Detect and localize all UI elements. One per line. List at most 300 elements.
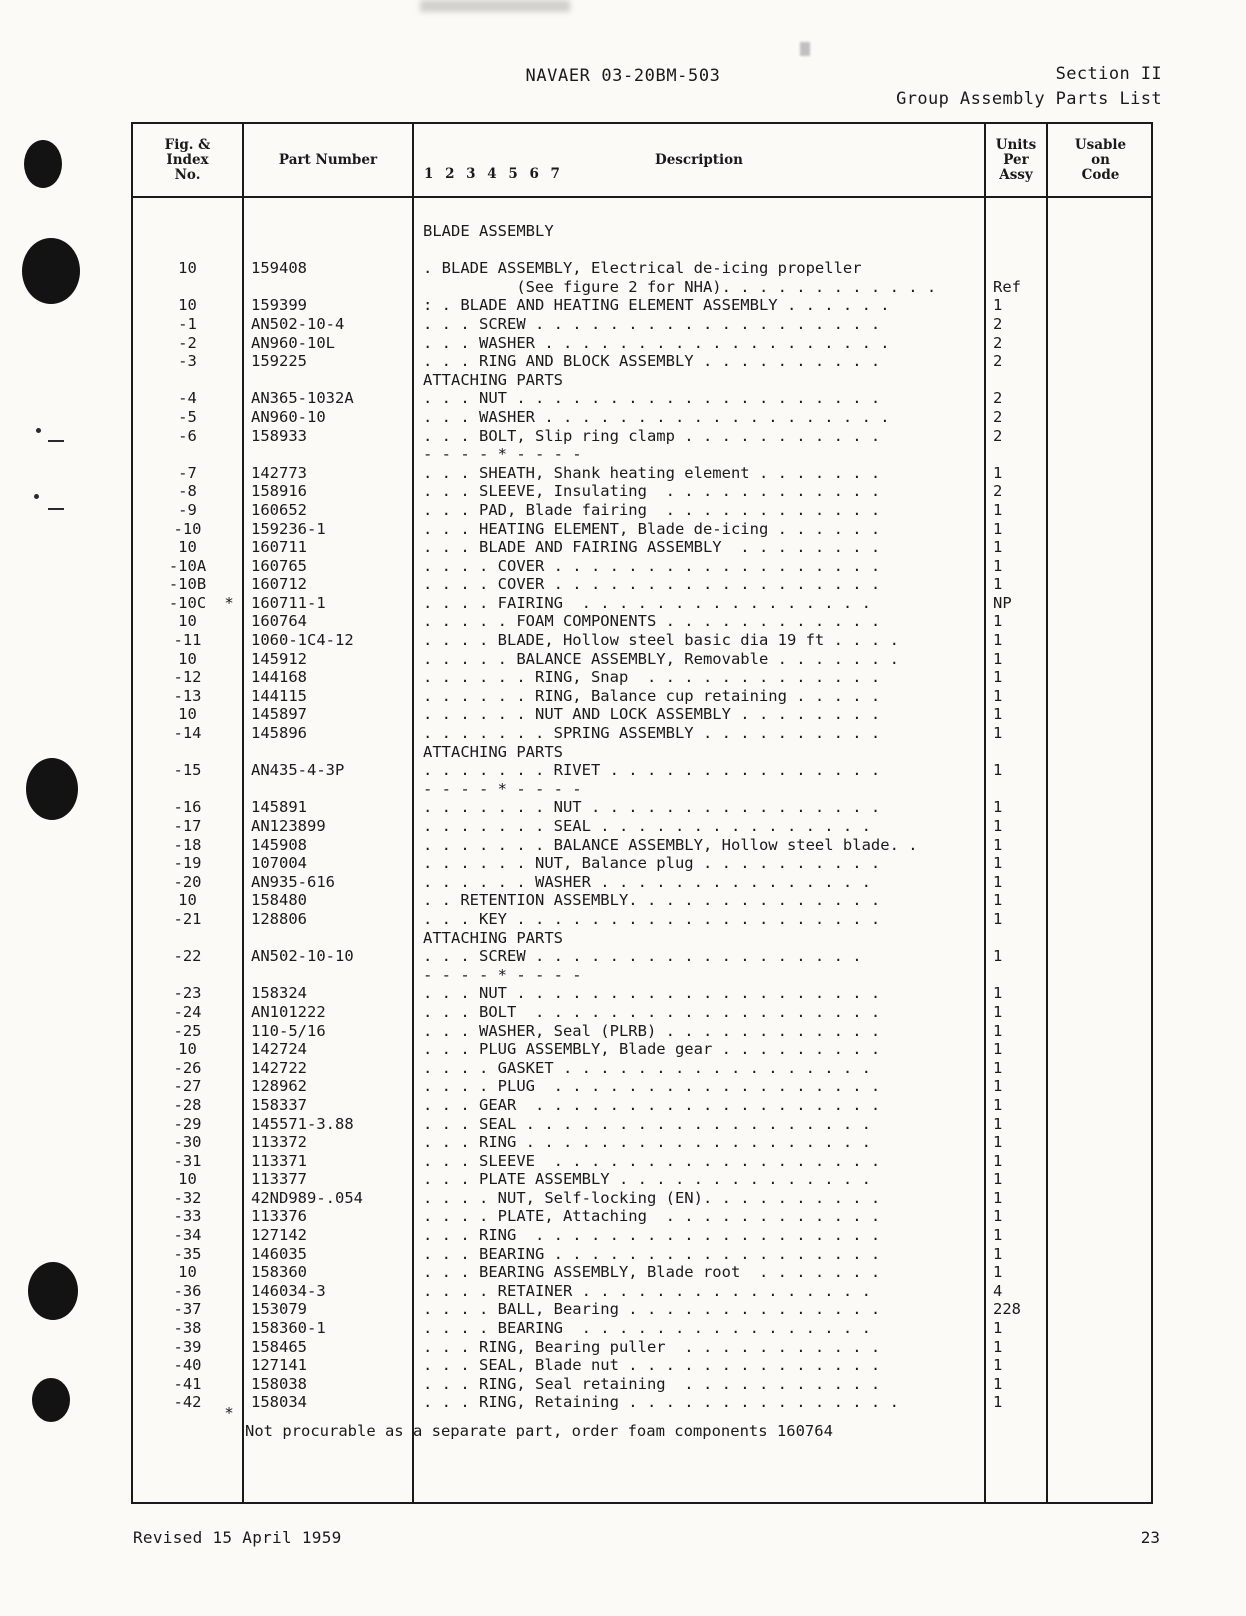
table-row [133, 891, 1151, 910]
cell-description: . . . WASHER . . . . . . . . . . . . . . . . . . . [423, 407, 890, 426]
cell-part-number: 1060-1C4-12 [251, 631, 354, 650]
table-row [133, 482, 1151, 501]
cell-description: . . . . . . RING, Snap . . . . . . . . . . . . . [423, 668, 881, 687]
table-row [133, 780, 1151, 799]
cell-units-per-assy: 1 [993, 1393, 1003, 1412]
cell-fig-index: -15 [173, 761, 202, 780]
column-header-code-line1: Usable [1074, 136, 1127, 153]
cell-description: . . . . BALL, Bearing . . . . . . . . . . . . . . [423, 1300, 881, 1319]
table-row [133, 1282, 1151, 1301]
cell-fig-index: -18 [173, 835, 202, 854]
cell-fig-index: -24 [173, 1002, 202, 1021]
cell-description: . . . . . . RING, Balance cup retaining . . . . . [423, 686, 881, 705]
cell-units-per-assy: NP [993, 593, 1012, 612]
cell-units-per-assy: 1 [993, 463, 1003, 482]
cell-part-number: 142722 [251, 1058, 307, 1077]
cell-units-per-assy: 1 [993, 500, 1003, 519]
table-row [133, 594, 1151, 613]
table-row [133, 408, 1151, 427]
footnote-text: Not procurable as a separate part, order foam components 160764 [245, 1422, 833, 1440]
column-header-description: Description [655, 151, 743, 168]
cell-part-number: 160712 [251, 575, 307, 594]
cell-units-per-assy: 1 [993, 1021, 1003, 1040]
cell-description: . . . RING AND BLOCK ASSEMBLY . . . . . . . . . . [423, 352, 881, 371]
cell-part-number: AN365-1032A [251, 389, 354, 408]
table-row [133, 315, 1151, 334]
table-row [133, 1319, 1151, 1338]
binder-hole [24, 140, 62, 188]
cell-part-number: AN960-10L [251, 333, 335, 352]
cell-description: . . RETENTION ASSEMBLY. . . . . . . . . . . . . . [423, 891, 881, 910]
cell-units-per-assy: 4 [993, 1281, 1003, 1300]
cell-units-per-assy: 2 [993, 482, 1003, 501]
cell-units-per-assy: 1 [993, 296, 1003, 315]
table-row [133, 1040, 1151, 1059]
cell-fig-index: 10 [178, 891, 197, 910]
cell-description: . . . . . . NUT, Balance plug . . . . . . . . . . [423, 854, 881, 873]
cell-part-number: 113372 [251, 1133, 307, 1152]
cell-part-number: 144168 [251, 668, 307, 687]
cell-fig-index: -4 [178, 389, 197, 408]
parts-list-table [131, 122, 1153, 1504]
cell-description: . . . RING, Seal retaining . . . . . . . . . . . [423, 1374, 881, 1393]
cell-units-per-assy: 1 [993, 1151, 1003, 1170]
margin-speck [36, 428, 41, 433]
table-row [133, 259, 1151, 278]
table-row [133, 1245, 1151, 1264]
cell-units-per-assy: 2 [993, 389, 1003, 408]
table-row [133, 371, 1151, 390]
cell-description: . . . BOLT, Slip ring clamp . . . . . . . . . . . [423, 426, 881, 445]
margin-dash [48, 440, 64, 442]
cell-units-per-assy: 2 [993, 352, 1003, 371]
cell-fig-index: -39 [173, 1337, 202, 1356]
cell-fig-index: 10 [178, 1170, 197, 1189]
table-row [133, 1170, 1151, 1189]
cell-part-number: 127142 [251, 1226, 307, 1245]
revision-date: Revised 15 April 1959 [133, 1528, 342, 1547]
cell-description: . . . SCREW . . . . . . . . . . . . . . . . . . . [423, 314, 881, 333]
cell-units-per-assy: 2 [993, 333, 1003, 352]
table-row [133, 817, 1151, 836]
table-row [133, 445, 1151, 464]
table-row [133, 278, 1151, 297]
cell-part-number: AN502-10-10 [251, 947, 354, 966]
column-header-units-per-assy [986, 124, 1046, 196]
cell-description: . . . . . . . RIVET . . . . . . . . . . . . . . . [423, 761, 881, 780]
cell-part-number: 142773 [251, 463, 307, 482]
cell-units-per-assy: 2 [993, 426, 1003, 445]
cell-description: - - - - * - - - - [423, 965, 582, 984]
cell-fig-index: -22 [173, 947, 202, 966]
cell-fig-index: -1 [178, 314, 197, 333]
cell-fig-index: -35 [173, 1244, 202, 1263]
cell-units-per-assy: 1 [993, 556, 1003, 575]
cell-description: . . . . NUT, Self-locking (EN). . . . . . . . . . [423, 1188, 881, 1207]
cell-part-number: 107004 [251, 854, 307, 873]
cell-units-per-assy: 1 [993, 1244, 1003, 1263]
cell-fig-index: -17 [173, 817, 202, 835]
cell-description: - - - - * - - - - [423, 445, 582, 464]
cell-asterisk: * [224, 593, 234, 612]
cell-part-number: 160765 [251, 556, 307, 575]
section-header [896, 62, 1162, 112]
table-row [133, 334, 1151, 353]
cell-part-number: 160764 [251, 612, 307, 631]
table-row [133, 873, 1151, 892]
table-row [133, 1003, 1151, 1022]
cell-units-per-assy: 2 [993, 407, 1003, 426]
column-header-code-line2: on [1091, 151, 1110, 168]
cell-fig-index: -25 [173, 1021, 202, 1040]
cell-fig-index: -36 [173, 1281, 202, 1300]
cell-fig-index: -29 [173, 1114, 202, 1133]
cell-description: . . . RING . . . . . . . . . . . . . . . . . . . [423, 1133, 871, 1152]
cell-part-number: 158337 [251, 1095, 307, 1114]
cell-description: . . . PLATE ASSEMBLY . . . . . . . . . . . . . . [423, 1170, 871, 1189]
cell-part-number: 113376 [251, 1207, 307, 1226]
column-header-units-line1: Units [995, 136, 1037, 153]
cell-fig-index: -5 [178, 407, 197, 426]
cell-part-number: 128806 [251, 909, 307, 928]
cell-units-per-assy: 1 [993, 668, 1003, 687]
cell-fig-index: -40 [173, 1356, 202, 1375]
cell-description: . . . . . FOAM COMPONENTS . . . . . . . . . . . . [423, 612, 881, 631]
cell-units-per-assy: 1 [993, 1207, 1003, 1226]
cell-description: . . . SCREW . . . . . . . . . . . . . . . . . . [423, 947, 862, 966]
cell-part-number: 128962 [251, 1077, 307, 1096]
cell-description: . . . . . . NUT AND LOCK ASSEMBLY . . . . . . . . [423, 705, 881, 724]
table-row [133, 929, 1151, 948]
cell-part-number: 158034 [251, 1393, 307, 1412]
cell-units-per-assy: 1 [993, 1188, 1003, 1207]
cell-fig-index: 10 [178, 1040, 197, 1059]
cell-description: - - - - * - - - - [423, 779, 582, 798]
cell-description: . . . BEARING ASSEMBLY, Blade root . . . . . . . [423, 1263, 881, 1282]
cell-fig-index: -10B [168, 575, 207, 594]
table-row [133, 1115, 1151, 1134]
cell-units-per-assy: 1 [993, 612, 1003, 631]
table-row [133, 984, 1151, 1003]
cell-part-number: 160711-1 [251, 593, 326, 612]
cell-part-number: 158465 [251, 1337, 307, 1356]
cell-part-number: 113371 [251, 1151, 307, 1170]
cell-description: . . . WASHER . . . . . . . . . . . . . . . . . . . [423, 333, 890, 352]
cell-units-per-assy: 1 [993, 1319, 1003, 1338]
table-row [133, 296, 1151, 315]
table-row [133, 631, 1151, 650]
cell-fig-index: -11 [173, 631, 202, 650]
binder-hole [26, 758, 78, 820]
table-row [133, 910, 1151, 929]
cell-description: . . . NUT . . . . . . . . . . . . . . . . . . . . [423, 389, 881, 408]
cell-description: . . . . BLADE, Hollow steel basic dia 19 ft . . . . [423, 631, 899, 650]
table-row [133, 464, 1151, 483]
cell-part-number: 42ND989-.054 [251, 1188, 363, 1207]
table-row [133, 1133, 1151, 1152]
cell-fig-index: -30 [173, 1133, 202, 1152]
cell-description: . . . . . BALANCE ASSEMBLY, Removable . . . . . . . [423, 649, 899, 668]
cell-part-number: 145897 [251, 705, 307, 724]
cell-units-per-assy: 1 [993, 947, 1003, 966]
cell-part-number: 158038 [251, 1374, 307, 1393]
cell-part-number: 113377 [251, 1170, 307, 1189]
table-row [133, 1096, 1151, 1115]
cell-part-number: 142724 [251, 1040, 307, 1059]
cell-units-per-assy: 1 [993, 1077, 1003, 1096]
cell-part-number: 146034-3 [251, 1281, 326, 1300]
cell-description: . . . NUT . . . . . . . . . . . . . . . . . . . . [423, 984, 881, 1003]
cell-units-per-assy: 1 [993, 1263, 1003, 1282]
cell-units-per-assy: 1 [993, 798, 1003, 817]
cell-fig-index: 10 [178, 259, 197, 278]
cell-units-per-assy: 1 [993, 891, 1003, 910]
cell-units-per-assy: 1 [993, 686, 1003, 705]
footnote-asterisk: * [224, 1404, 234, 1422]
cell-description: . . . SEAL, Blade nut . . . . . . . . . . . . . . [423, 1356, 881, 1375]
cell-part-number: 145908 [251, 835, 307, 854]
cell-fig-index: -31 [173, 1151, 202, 1170]
cell-description: . . . SEAL . . . . . . . . . . . . . . . . . . . [423, 1114, 871, 1133]
cell-description: . . . SLEEVE . . . . . . . . . . . . . . . . . . [423, 1151, 881, 1170]
cell-fig-index: -10A [168, 556, 207, 575]
cell-description: . . . GEAR . . . . . . . . . . . . . . . . . . . [423, 1095, 881, 1114]
table-row [133, 743, 1151, 762]
cell-description: . . . BLADE AND FAIRING ASSEMBLY . . . . . . . . [423, 538, 881, 557]
cell-description: . . . . . . . NUT . . . . . . . . . . . . . . . . [423, 798, 881, 817]
binder-hole [22, 238, 80, 304]
cell-part-number: 158916 [251, 482, 307, 501]
cell-description: ATTACHING PARTS [423, 370, 563, 389]
cell-fig-index: 10 [178, 649, 197, 668]
cell-description: . . . . FAIRING . . . . . . . . . . . . . . . . [423, 593, 871, 612]
cell-units-per-assy: 1 [993, 538, 1003, 557]
cell-description: . . . SHEATH, Shank heating element . . . . . . . [423, 463, 881, 482]
cell-fig-index: -9 [178, 500, 197, 519]
cell-part-number: AN123899 [251, 817, 326, 835]
cell-description: : . BLADE AND HEATING ELEMENT ASSEMBLY . . . . . . [423, 296, 890, 315]
cell-description: . . . PLUG ASSEMBLY, Blade gear . . . . . . . . . [423, 1040, 881, 1059]
cell-fig-index: -32 [173, 1188, 202, 1207]
cell-part-number: 158360-1 [251, 1319, 326, 1338]
margin-dash [48, 508, 64, 510]
cell-units-per-assy: 1 [993, 1095, 1003, 1114]
cell-units-per-assy: 1 [993, 854, 1003, 873]
table-row [133, 1189, 1151, 1208]
cell-units-per-assy: 2 [993, 314, 1003, 333]
table-row [133, 1226, 1151, 1245]
cell-part-number: 159408 [251, 259, 307, 278]
cell-fig-index: 10 [178, 705, 197, 724]
cell-fig-index: -14 [173, 724, 202, 743]
cell-fig-index: -42 [173, 1393, 202, 1412]
cell-part-number: 158324 [251, 984, 307, 1003]
cell-fig-index: -23 [173, 984, 202, 1003]
cell-fig-index: -28 [173, 1095, 202, 1114]
page-speck [800, 42, 810, 56]
table-row [133, 1300, 1151, 1319]
cell-description: . . . . PLATE, Attaching . . . . . . . . . . . . [423, 1207, 881, 1226]
cell-fig-index: -19 [173, 854, 202, 873]
cell-units-per-assy: 1 [993, 1002, 1003, 1021]
table-row [133, 222, 1151, 241]
cell-fig-index: -27 [173, 1077, 202, 1096]
cell-part-number: 153079 [251, 1300, 307, 1319]
table-row [133, 650, 1151, 669]
table-row [133, 1152, 1151, 1171]
cell-units-per-assy: 1 [993, 835, 1003, 854]
table-row [133, 557, 1151, 576]
table-row [133, 798, 1151, 817]
table-row [133, 966, 1151, 985]
table-row [133, 668, 1151, 687]
cell-description: (See figure 2 for NHA). . . . . . . . . . . . [423, 277, 937, 296]
table-row [133, 501, 1151, 520]
column-header-usable-on-code [1048, 124, 1153, 196]
page-smudge [420, 0, 570, 12]
cell-units-per-assy: 1 [993, 909, 1003, 928]
cell-units-per-assy: 1 [993, 1133, 1003, 1152]
cell-units-per-assy: 228 [993, 1300, 1021, 1319]
table-row [133, 241, 1151, 260]
table-row [133, 575, 1151, 594]
cell-fig-index: -13 [173, 686, 202, 705]
cell-fig-index: 10 [178, 1263, 197, 1282]
cell-part-number: AN502-10-4 [251, 314, 345, 333]
table-row [133, 538, 1151, 557]
cell-units-per-assy: 1 [993, 724, 1003, 743]
column-header-units-line2: Per [1003, 151, 1029, 168]
table-row [133, 836, 1151, 855]
cell-fig-index: -12 [173, 668, 202, 687]
cell-description: . . . . . . . SEAL . . . . . . . . . . . . . . . [423, 817, 871, 835]
table-row [133, 687, 1151, 706]
cell-fig-index: -38 [173, 1319, 202, 1338]
cell-description: . . . . . . . SPRING ASSEMBLY . . . . . . . . . . [423, 724, 881, 743]
cell-units-per-assy: 1 [993, 984, 1003, 1003]
cell-description: . . . KEY . . . . . . . . . . . . . . . . . . . . [423, 909, 881, 928]
table-row [133, 1059, 1151, 1078]
cell-fig-index: 10 [178, 612, 197, 631]
section-subtitle: Group Assembly Parts List [896, 89, 1162, 109]
cell-units-per-assy: 1 [993, 761, 1003, 780]
column-header-fig-line3: No. [174, 166, 201, 183]
cell-units-per-assy: 1 [993, 1374, 1003, 1393]
document-number: NAVAER 03-20BM-503 [525, 66, 721, 86]
table-row [133, 1356, 1151, 1375]
cell-units-per-assy: Ref [993, 277, 1021, 296]
cell-units-per-assy: 1 [993, 631, 1003, 650]
table-row [133, 612, 1151, 631]
cell-fig-index: -8 [178, 482, 197, 501]
column-header-units-line3: Assy [999, 166, 1033, 183]
cell-units-per-assy: 1 [993, 1058, 1003, 1077]
cell-part-number: 159399 [251, 296, 307, 315]
cell-part-number: AN960-10 [251, 407, 326, 426]
table-row [133, 854, 1151, 873]
table-row [133, 1022, 1151, 1041]
cell-fig-index: 10 [178, 538, 197, 557]
table-row [133, 352, 1151, 371]
cell-units-per-assy: 1 [993, 872, 1003, 891]
column-header-part-number: Part Number [278, 151, 378, 168]
cell-part-number: 159225 [251, 352, 307, 371]
cell-part-number: 127141 [251, 1356, 307, 1375]
cell-description: . BLADE ASSEMBLY, Electrical de-icing propeller [423, 259, 862, 278]
cell-part-number: 160711 [251, 538, 307, 557]
cell-fig-index: -6 [178, 426, 197, 445]
cell-units-per-assy: 1 [993, 1356, 1003, 1375]
column-header-fig-line2: Index [166, 151, 209, 168]
cell-part-number: 146035 [251, 1244, 307, 1263]
cell-part-number: 160652 [251, 500, 307, 519]
cell-fig-index: -34 [173, 1226, 202, 1245]
cell-units-per-assy: 1 [993, 649, 1003, 668]
table-row [133, 427, 1151, 446]
cell-description: . . . SLEEVE, Insulating . . . . . . . . . . . . [423, 482, 881, 501]
cell-part-number: 145912 [251, 649, 307, 668]
cell-description: . . . RING, Retaining . . . . . . . . . . . . . . . [423, 1393, 899, 1412]
cell-units-per-assy: 1 [993, 705, 1003, 724]
margin-speck [34, 494, 39, 499]
page-number: 23 [1140, 1528, 1160, 1547]
cell-part-number: 159236-1 [251, 519, 326, 538]
cell-units-per-assy: 1 [993, 519, 1003, 538]
cell-description: . . . BEARING . . . . . . . . . . . . . . . . . . [423, 1244, 881, 1263]
table-row [133, 1263, 1151, 1282]
cell-part-number: AN435-4-3P [251, 761, 345, 780]
cell-units-per-assy: 1 [993, 1114, 1003, 1133]
binder-hole [28, 1262, 78, 1320]
cell-fig-index: -21 [173, 909, 202, 928]
table-row [133, 1077, 1151, 1096]
table-row [133, 1207, 1151, 1226]
table-row [133, 1338, 1151, 1357]
cell-units-per-assy: 1 [993, 817, 1003, 835]
cell-fig-index: -26 [173, 1058, 202, 1077]
column-header-code-line3: Code [1081, 166, 1120, 183]
cell-fig-index: -16 [173, 798, 202, 817]
cell-fig-index: 10 [178, 296, 197, 315]
column-header-fig-index [133, 124, 242, 196]
cell-units-per-assy: 1 [993, 1226, 1003, 1245]
cell-description: . . . . . . WASHER . . . . . . . . . . . . . . . [423, 872, 871, 891]
table-row [133, 520, 1151, 539]
column-header-fig-line1: Fig. & [164, 136, 211, 153]
cell-description: . . . . COVER . . . . . . . . . . . . . . . . . . [423, 575, 881, 594]
cell-fig-index: -7 [178, 463, 197, 482]
cell-fig-index: -20 [173, 872, 202, 891]
table-row [133, 389, 1151, 408]
cell-description: . . . . COVER . . . . . . . . . . . . . . . . . . [423, 556, 881, 575]
table-row [133, 724, 1151, 743]
table-footnote [133, 1386, 1151, 1458]
cell-description: . . . . . . . BALANCE ASSEMBLY, Hollow steel blade. . [423, 835, 918, 854]
cell-part-number: 145891 [251, 798, 307, 817]
cell-part-number: AN935-616 [251, 872, 335, 891]
cell-description: . . . RING, Bearing puller . . . . . . . . . . . [423, 1337, 881, 1356]
cell-description: ATTACHING PARTS [423, 928, 563, 947]
cell-units-per-assy: 1 [993, 575, 1003, 594]
section-title: Section II [1055, 64, 1162, 84]
cell-description: . . . BOLT . . . . . . . . . . . . . . . . . . . [423, 1002, 881, 1021]
cell-part-number: 145896 [251, 724, 307, 743]
cell-part-number: 145571-3.88 [251, 1114, 354, 1133]
table-row [133, 947, 1151, 966]
cell-fig-index: -3 [178, 352, 197, 371]
cell-fig-index: -10C [168, 593, 207, 612]
cell-fig-index: -37 [173, 1300, 202, 1319]
